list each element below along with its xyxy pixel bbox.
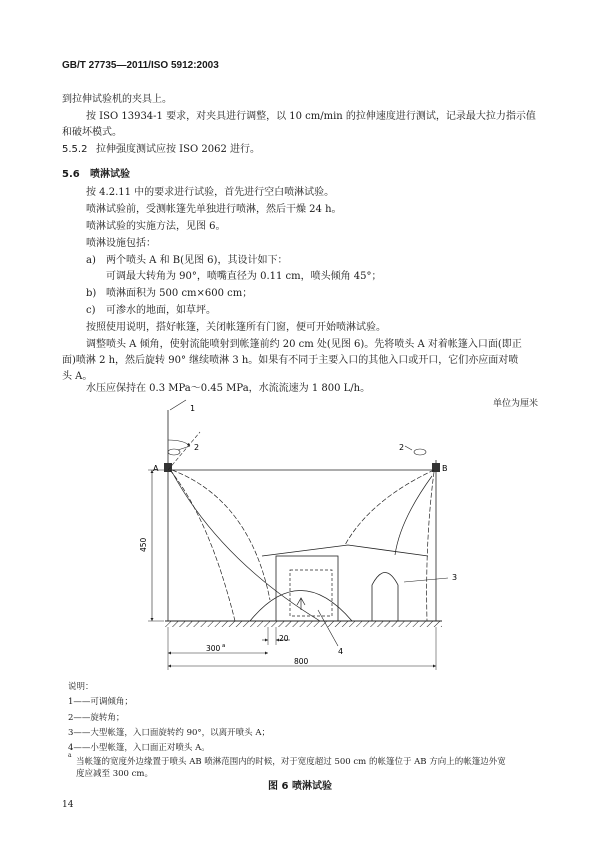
paragraph-adjust-nozzle: 调整喷头 A 倾角，使射流能喷射到帐篷前约 20 cm 处(见图 6)。先将喷头 A 对着帐篷入口面(即正 [86, 339, 522, 350]
dim-20: 20 [279, 634, 289, 643]
legend-item-2: 2——旋转角； [68, 713, 125, 723]
list-marker-c: c) [86, 305, 96, 316]
list-marker-a: a) [86, 255, 96, 266]
list-item-a-detail: 可调最大转角为 90°，喷嘴直径为 0.11 cm，喷头倾角 45°； [106, 271, 382, 282]
paragraph-water-pressure: 水压应保持在 0.3 MPa～0.45 MPa，水流流速为 1 800 L/h。 [86, 383, 371, 394]
large-tent-body [276, 556, 338, 621]
large-tent-entrance [372, 573, 398, 622]
dim-450: 450 [139, 537, 148, 552]
list-item-c: 可渗水的地面，如草坪。 [106, 305, 216, 316]
list-item-a: 两个喷头 A 和 B(见图 6)，其设计如下： [106, 255, 288, 266]
footnote-line-1: 当帐篷的宽度外边缘置于喷头 AB 喷淋范围内的时候，对于宽度超过 500 cm 的帐篷位于 AB 方向上的帐篷边外宽 [76, 757, 506, 767]
label-nozzle-a: A [153, 464, 159, 473]
section-number-5-5-2: 5.5.2 [62, 144, 88, 155]
paragraph-see-figure: 喷淋试验的实施方法，见图 6。 [86, 221, 226, 232]
document-header: GB/T 27735—2011/ISO 5912:2003 [62, 60, 219, 71]
label-2-left: 2 [194, 443, 200, 452]
label-3: 3 [452, 573, 458, 582]
legend-title: 说明： [68, 682, 94, 692]
paragraph-continuation: 到拉伸试验机的夹具上。 [62, 94, 172, 105]
footnote-line-2: 度应减至 300 cm。 [76, 769, 153, 779]
dim-800: 800 [294, 657, 309, 666]
page-number: 14 [62, 800, 74, 810]
dim-300-footnote-mark: a [222, 643, 226, 649]
label-2-right: 2 [399, 443, 405, 452]
paragraph-blank-spray: 按 4.2.11 中的要求进行试验，首先进行空白喷淋试验。 [86, 187, 335, 198]
list-item-b: 喷淋面积为 500 cm×600 cm； [106, 288, 253, 299]
label-1: 1 [190, 404, 196, 413]
large-tent-roof [262, 545, 428, 556]
dim-300: 300 [206, 644, 221, 653]
paragraph-facilities: 喷淋设施包括： [86, 238, 156, 249]
paragraph-pre-spray: 喷淋试验前，受测帐篷先单独进行喷淋，然后干燥 24 h。 [86, 204, 342, 215]
legend-item-4: 4——小型帐篷，入口面正对喷头 A。 [68, 743, 210, 753]
paragraph-tensile-method-cont: 和破坏模式。 [62, 127, 122, 138]
footnote-mark: a [68, 752, 72, 759]
list-marker-b: b) [86, 288, 97, 299]
section-text-5-5-2: 拉伸强度测试应按 ISO 2062 进行。 [96, 144, 260, 155]
section-title-spray-test: 喷淋试验 [90, 169, 130, 180]
legend-item-3: 3——大型帐篷，入口面旋转约 90°，以离开喷头 A； [68, 728, 271, 738]
paragraph-setup-tent: 按照使用说明，搭好帐篷，关闭帐篷所有门窗，便可开始喷淋试验。 [86, 322, 386, 333]
legend-item-1: 1——可调倾角； [68, 697, 133, 707]
paragraph-adjust-nozzle-end: 头 A。 [62, 371, 93, 382]
unit-note: 单位为厘米 [492, 399, 538, 409]
label-nozzle-b: B [442, 464, 448, 473]
label-4: 4 [338, 647, 344, 656]
paragraph-tensile-method: 按 ISO 13934-1 要求，对夹具进行调整，以 10 cm/min 的拉伸速度进行测试，记录最大拉力指示值 [86, 111, 536, 122]
paragraph-adjust-nozzle-cont: 面)喷淋 2 h，然后旋转 90° 继续喷淋 3 h。如果有不同于主要入口的其他入口或开口，它们亦应面对喷 [62, 355, 519, 366]
ground-hatch [165, 621, 442, 627]
figure-caption: 图 6 喷淋试验 [268, 781, 332, 792]
section-number-5-6: 5.6 [62, 169, 80, 180]
